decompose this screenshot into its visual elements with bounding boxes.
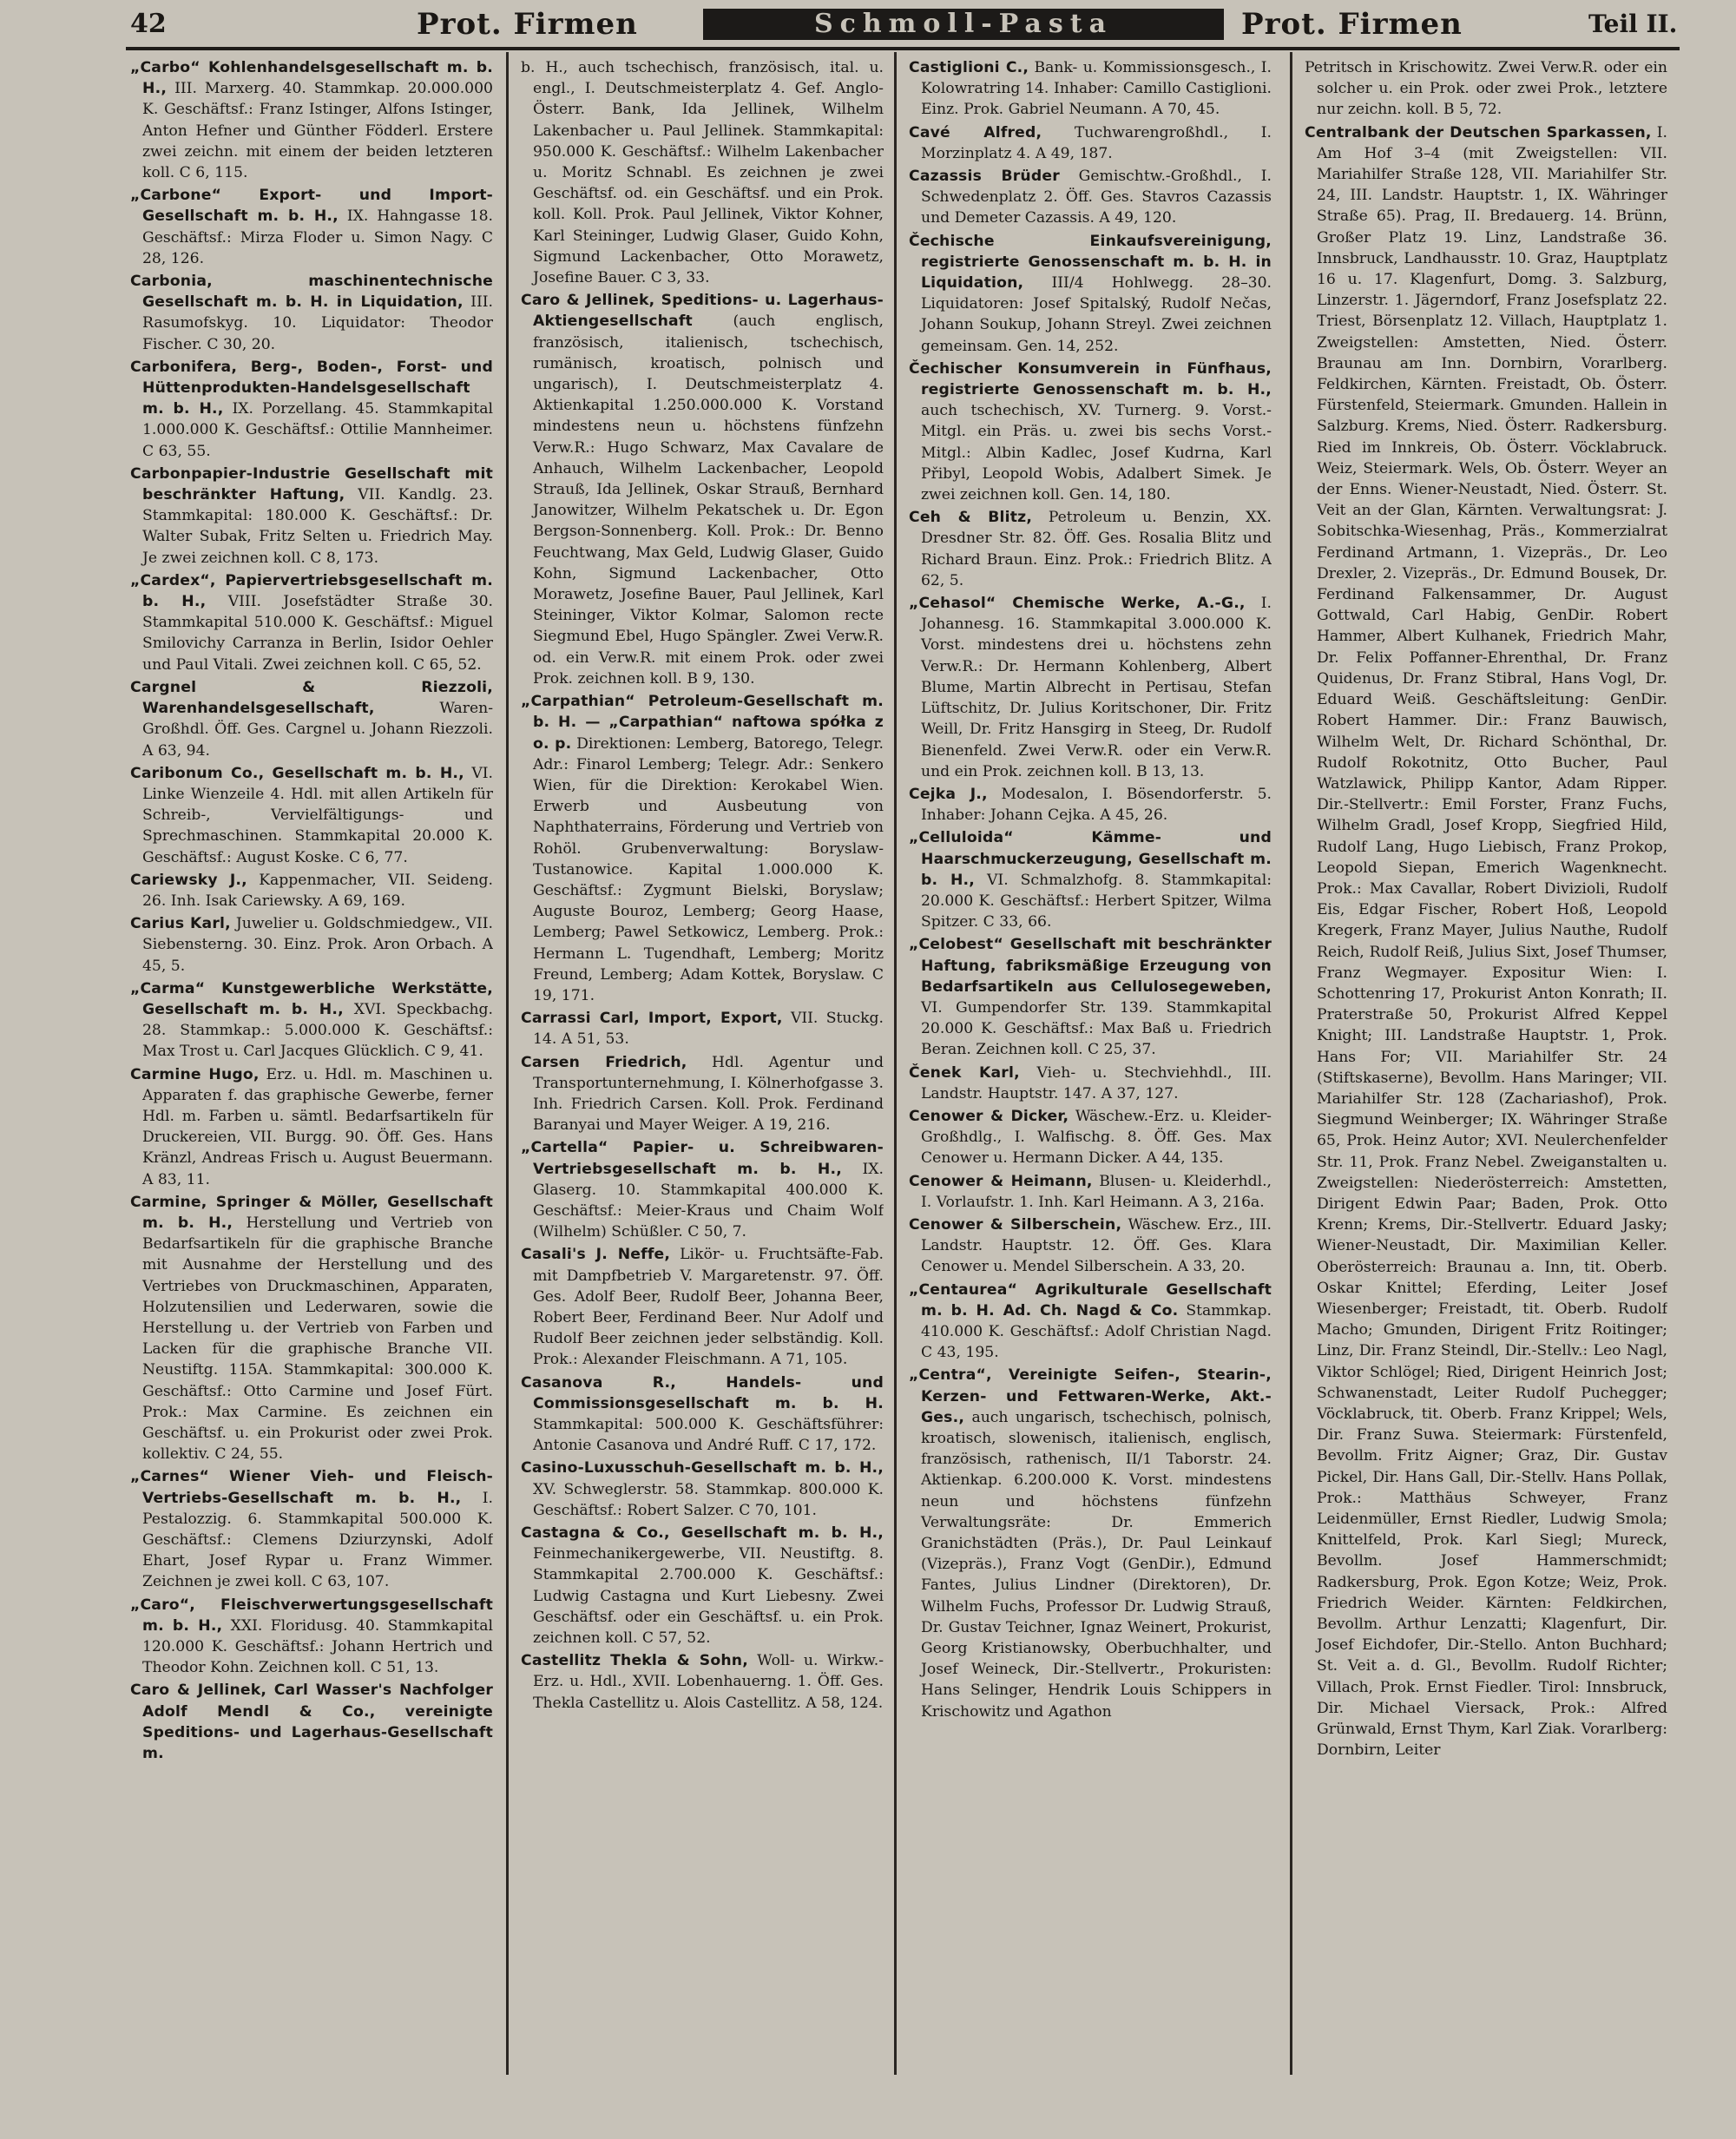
firm-details: III. Marxerg. 40. Stammkap. 20.000.000 K. Geschäftsf.: Franz Istinger, Alfons Istinger, Anton Hefner und Günther Födderl. Erstere zwei zeichn. mit einem der beiden letzteren koll. C 6, 115. bbox=[142, 80, 493, 182]
column-divider bbox=[506, 52, 509, 2075]
firm-name: „Celluloida“ Kämme- und Haarschmuckerzeugung, Gesellschaft m. b. H., bbox=[909, 829, 1272, 889]
firm-details: IX. Hahngasse 18. Geschäftsf.: Mirza Floder u. Simon Nagy. C 28, 126. bbox=[142, 207, 493, 267]
firm-details: VI. Schmalzhofg. 8. Stammkapital: 20.000 K. Geschäftsf.: Herbert Spitzer, Wilma Spitzer. C 33, 66. bbox=[921, 871, 1272, 931]
firm-name: Casali's J. Neffe, bbox=[521, 1246, 671, 1264]
firm-details: Bank- u. Kommissionsgesch., I. Kolowratring 14. Inhaber: Camillo Castiglioni. Einz. Prok. Gabriel Neumann. A 70, 45. bbox=[921, 59, 1272, 119]
directory-entry bbox=[909, 1280, 1272, 1364]
firm-details: b. H., auch tschechisch, französisch, ital. u. engl., I. Deutschmeisterplatz 4. Gef. Anglo-Österr. Bank, Ida Jellinek, Wilhelm Lakenbacher u. Paul Jellinek. Stammkapital: 950.000 K. Geschäftsf.: Wilhelm Lakenbacher u. Moritz Schnabl. Es zeichnen je zwei Geschäftsf. od. ein Geschäftsf. und ein Prok. koll. Koll. Prok. Paul Jellinek, Viktor Kohner, Karl Steininger, Ludwig Glaser, Guido Kohn, Sigmund Lackenbacher, Otto Morawetz, Josefine Bauer. C 3, 33. bbox=[521, 59, 884, 287]
firm-details: Hdl. Agentur und Transportunternehmung, I. Kölnerhofgasse 3. Inh. Friedrich Carsen. Koll. Prok. Ferdinand Baranyai und Mayer Weiger. A 19, 216. bbox=[533, 1053, 884, 1135]
directory-entry bbox=[130, 1595, 493, 1679]
directory-entry bbox=[909, 507, 1272, 591]
directory-entry bbox=[521, 691, 884, 1006]
firm-name: Čenek Karl, bbox=[909, 1063, 1020, 1082]
running-title-left: Prot. Firmen bbox=[417, 7, 638, 42]
firm-name: Carsen Friedrich, bbox=[521, 1053, 687, 1071]
directory-entry bbox=[1305, 122, 1667, 1761]
directory-entry bbox=[909, 231, 1272, 357]
firm-name: Casino-Luxusschuh-Gesellschaft m. b. H., bbox=[521, 1459, 884, 1478]
directory-entry bbox=[909, 359, 1272, 505]
firm-name: Castellitz Thekla & Sohn, bbox=[521, 1652, 748, 1670]
directory-entry bbox=[521, 1458, 884, 1521]
directory-entry bbox=[909, 1106, 1272, 1169]
firm-name: „Carbone“ Export- und Import-Gesellschaft m. b. H., bbox=[130, 187, 493, 226]
firm-details: III. Rasumofskyg. 10. Liquidator: Theodor Fischer. C 30, 20. bbox=[142, 293, 493, 353]
directory-entry bbox=[130, 464, 493, 569]
column-divider bbox=[894, 52, 897, 2075]
directory-entry bbox=[521, 57, 884, 288]
directory-entry bbox=[909, 1063, 1272, 1104]
directory-entry bbox=[909, 784, 1272, 826]
banner-advertisement: Schmoll-Pasta bbox=[703, 9, 1224, 40]
firm-name: Cenower & Dicker, bbox=[909, 1107, 1069, 1125]
directory-entry bbox=[130, 570, 493, 675]
firm-name: Carmine Hugo, bbox=[130, 1065, 260, 1083]
directory-entry bbox=[909, 122, 1272, 164]
directory-entry bbox=[521, 290, 884, 689]
firm-details: I. Pestalozzig. 6. Stammkapital 500.000 K. Geschäftsf.: Clemens Dziurzynski, Adolf Ehart, Josef Rypar u. Franz Wimmer. Zeichnen je zwei koll. C 63, 107. bbox=[142, 1489, 493, 1591]
firm-name: Castiglioni C., bbox=[909, 59, 1029, 76]
text-column-4 bbox=[1305, 57, 1667, 2071]
firm-details: XVI. Speckbachg. 28. Stammkap.: 5.000.000 K. Geschäftsf.: Max Trost u. Carl Jacques Glücklich. C 9, 41. bbox=[142, 1000, 493, 1061]
firm-name: „Carma“ Kunstgewerbliche Werkstätte, Gesellschaft m. b. H., bbox=[130, 979, 493, 1018]
firm-details: VI. Gumpendorfer Str. 139. Stammkapital 20.000 K. Geschäftsf.: Max Baß u. Friedrich Beran. Zeichnen koll. C 25, 37. bbox=[921, 998, 1272, 1059]
firm-name: Ceh & Blitz, bbox=[909, 509, 1033, 527]
firm-name: Cavé Alfred, bbox=[909, 123, 1042, 142]
firm-name: Caribonum Co., Gesellschaft m. b. H., bbox=[130, 764, 464, 782]
directory-entry bbox=[130, 57, 493, 183]
firm-details: Gemischtw.-Großhdl., I. Schwedenplatz 2. Öff. Ges. Stavros Cazassis und Demeter Cazassis. A 49, 120. bbox=[921, 168, 1272, 227]
firm-details: VII. Stuckg. 14. A 51, 53. bbox=[533, 1010, 884, 1049]
firm-details: Petroleum u. Benzin, XX. Dresdner Str. 82. Öff. Ges. Rosalia Blitz und Richard Braun. Einz. Prok.: Friedrich Blitz. A 62, 5. bbox=[921, 509, 1272, 589]
directory-entry bbox=[521, 1137, 884, 1242]
firm-details: XXI. Floridusg. 40. Stammkapital 120.000 K. Geschäftsf.: Johann Hertrich und Theodor Kohn. Zeichnen koll. C 51, 13. bbox=[142, 1616, 493, 1677]
firm-details: Likör- u. Fruchtsäfte-Fab. mit Dampfbetrieb V. Margaretenstr. 97. Öff. Ges. Adolf Beer, Rudolf Beer, Johanna Beer, Robert Beer, Ferdinand Beer. Nur Adolf und Rudolf Beer zeichnen jeder selbständig. Koll. Prok.: Alexander Fleischmann. A 71, 105. bbox=[533, 1246, 884, 1369]
firm-details: Blusen- u. Kleiderhdl., I. Vorlaufstr. 1. Inh. Karl Heimann. A 3, 216a. bbox=[921, 1172, 1272, 1211]
text-column-3 bbox=[909, 57, 1272, 2071]
firm-name: „Carnes“ Wiener Vieh- und Fleisch-Vertriebs-Gesellschaft m. b. H., bbox=[130, 1468, 493, 1507]
directory-entry bbox=[130, 1466, 493, 1592]
directory-entry bbox=[130, 1064, 493, 1190]
firm-name: Caro & Jellinek, Carl Wasser's Nachfolger Adolf Mendl & Co., vereinigte Speditions- und Lagerhaus-Gesellschaft m. bbox=[130, 1682, 493, 1763]
firm-details: Vieh- u. Stechviehhdl., III. Landstr. Hauptstr. 147. A 37, 127. bbox=[921, 1063, 1272, 1102]
directory-entry bbox=[909, 57, 1272, 121]
text-column-1 bbox=[130, 57, 493, 2071]
firm-name: Čechische Einkaufsvereinigung, registrierte Genossenschaft m. b. H. in Liquidation, bbox=[909, 232, 1272, 293]
firm-details: Stammkapital: 500.000 K. Geschäftsführer: Antonie Casanova und André Ruff. C 17, 172. bbox=[533, 1416, 884, 1455]
directory-entry bbox=[130, 1192, 493, 1465]
directory-entry bbox=[130, 763, 493, 868]
page-number: 42 bbox=[130, 9, 167, 39]
firm-name: Carbonia, maschinentechnische Gesellschaft m. b. H. in Liquidation, bbox=[130, 273, 493, 312]
firm-details: VIII. Josefstädter Straße 30. Stammkapital 510.000 K. Geschäftsf.: Miguel Smilovichy Carranza in Berlin, Isidor Oehler und Paul Vitali. Zwei zeichnen koll. C 65, 52. bbox=[142, 593, 493, 674]
directory-entry bbox=[521, 1650, 884, 1714]
page-header bbox=[122, 7, 1684, 42]
firm-name: Carmine, Springer & Möller, Gesellschaft m. b. H., bbox=[130, 1193, 493, 1232]
firm-details: I. Johannesg. 16. Stammkapital 3.000.000 K. Vorst. mindestens drei u. höchstens zehn Verw.R.: Dr. Hermann Kohlenberg, Albert Blume, Martin Albrecht in Pertisau, Stefan Lüftschitz, Dr. Julius Koritschoner, Dir. Fritz Weill, Dr. Fritz Hansgirg in Steeg, Dr. Rudolf Bienenfeld. Zwei Verw.R. oder ein Verw.R. und ein Prok. zeichnen koll. B 13, 13. bbox=[921, 595, 1272, 780]
firm-details: Petritsch in Krischowitz. Zwei Verw.R. oder ein solcher u. ein Prok. oder zwei Prok., letztere nur zeichn. koll. B 5, 72. bbox=[1305, 59, 1667, 119]
directory-entry bbox=[1305, 57, 1667, 121]
firm-details: XV. Schweglerstr. 58. Stammkap. 800.000 K. Geschäftsf.: Robert Salzer. C 70, 101. bbox=[533, 1480, 884, 1519]
firm-details: Woll- u. Wirkw.-Erz. u. Hdl., XVII. Lobenhauerng. 1. Öff. Ges. Thekla Castellitz u. Alois Castellitz. A 58, 124. bbox=[533, 1652, 884, 1712]
firm-name: „Centra“, Vereinigte Seifen-, Stearin-, Kerzen- und Fettwaren-Werke, Akt.-Ges., bbox=[909, 1366, 1272, 1426]
directory-entry bbox=[909, 1171, 1272, 1213]
directory-entry bbox=[130, 185, 493, 269]
firm-details: IX. Glaserg. 10. Stammkapital 400.000 K. Geschäftsf.: Meier-Kraus und Chaim Wolf (Wilhelm) Schüßler. C 50, 7. bbox=[533, 1160, 884, 1241]
firm-name: Carbonpapier-Industrie Gesellschaft mit beschränkter Haftung, bbox=[130, 464, 493, 504]
firm-details: Direktionen: Lemberg, Batorego, Telegr. Adr.: Finarol Lemberg; Telegr. Adr.: Senkero Wien, für die Direktion: Kerokabel Wien. Erwerb und Ausbeutung von Naphthaterrains, Förderung und Vertrieb von Rohöl. Grubenverwaltung: Boryslaw-Tustanowice. Kapital 1.000.000 K. Geschäftsf.: Zygmunt Bielski, Boryslaw; Auguste Bouroz, Lemberg; Georg Haase, Lemberg; Pawel Setkowicz, Lemberg. Prok.: Hermann L. Tugendhaft, Lemberg; Moritz Freund, Lemberg; Adam Kottek, Boryslaw. C 19, 171. bbox=[533, 734, 884, 1004]
firm-name: Cejka J., bbox=[909, 785, 988, 803]
firm-details: Tuchwarengroßhdl., I. Morzinplatz 4. A 49, 187. bbox=[921, 123, 1272, 162]
directory-entry bbox=[521, 1052, 884, 1136]
running-title-right: Prot. Firmen bbox=[1241, 7, 1463, 42]
firm-details: auch ungarisch, tschechisch, polnisch, kroatisch, slowenisch, italienisch, englisch, französisch, rathenisch, II/1 Taborstr. 24. Aktienkap. 6.200.000 K. Vorst. mindestens neun und höchstens fünfzehn Verwaltungsräte: Dr. Emmerich Granichstädten (Präs.), Dr. Paul Leinkauf (Vizepräs.), Franz Vogt (GenDir.), Edmund Fantes, Julius Lindner (Direktoren), Dr. Wilhelm Fuchs, Professor Dr. Ludwig Strauß, Dr. Gustav Teichner, Ignaz Weinert, Prokurist, Georg Kristianowsky, Oberbuchhalter, und Josef Weineck, Dir.-Stellvertr., Prokuristen: Hans Selinger, Hendrik Louis Schippers in Krischowitz und Agathon bbox=[921, 1408, 1272, 1721]
firm-details: Wäschew.-Erz. u. Kleider-Großhdlg., I. Walfischg. 8. Öff. Ges. Max Cenower u. Hermann Dicker. A 44, 135. bbox=[921, 1107, 1272, 1168]
firm-name: Cariewsky J., bbox=[130, 871, 247, 889]
firm-name: Carius Karl, bbox=[130, 915, 231, 933]
directory-entry bbox=[521, 1523, 884, 1649]
firm-name: Cenower & Silberschein, bbox=[909, 1215, 1122, 1234]
directory-entry bbox=[909, 593, 1272, 782]
firm-name: Cargnel & Riezzoli, Warenhandelsgesellschaft, bbox=[130, 678, 493, 718]
firm-name: „Centaurea“ Agrikulturale Gesellschaft m. b. H. Ad. Ch. Nagd & Co. bbox=[909, 1280, 1272, 1320]
firm-name: „Cartella“ Papier- u. Schreibwaren-Vertriebsgesellschaft m. b. H., bbox=[521, 1139, 884, 1178]
firm-details: IX. Porzellang. 45. Stammkapital 1.000.000 K. Geschäftsf.: Ottilie Mannheimer. C 63, 55. bbox=[142, 400, 493, 460]
firm-name: Castagna & Co., Gesellschaft m. b. H., bbox=[521, 1524, 884, 1543]
directory-entry bbox=[130, 978, 493, 1063]
firm-name: „Carbo“ Kohlenhandelsgesellschaft m. b. H., bbox=[130, 59, 493, 98]
directory-entry bbox=[521, 1244, 884, 1370]
firm-name: „Cardex“, Papiervertriebsgesellschaft m. b. H., bbox=[130, 571, 493, 611]
directory-entry bbox=[521, 1008, 884, 1050]
firm-details: Juwelier u. Goldschmiedgew., VII. Siebensterng. 30. Einz. Prok. Aron Orbach. A 45, 5. bbox=[142, 915, 493, 975]
directory-entry bbox=[130, 913, 493, 977]
directory-entry bbox=[909, 1365, 1272, 1721]
firm-details: Herstellung und Vertrieb von Bedarfsartikeln für die graphische Branche mit Ausnahme der Herstellung und des Vertriebes von Druckmaschinen, Apparaten, Holzutensilien und Lederwaren, sowie die Herstellung u. der Vertrieb von Farben und Lacken für die graphische Branche VII. Neustiftg. 115A. Stammkapital: 300.000 K. Geschäftsf.: Otto Carmine und Josef Fürt. Prok.: Max Carmine. Es zeichnen ein Geschäftsf. u. ein Prokurist oder zwei Prok. kollektiv. C 24, 55. bbox=[142, 1214, 493, 1464]
firm-name: Čechischer Konsumverein in Fünfhaus, registrierte Genossenschaft m. b. H., bbox=[909, 359, 1272, 399]
firm-details: Wäschew. Erz., III. Landstr. Hauptstr. 12. Öff. Ges. Klara Cenower u. Mendel Silberschein. A 33, 20. bbox=[921, 1215, 1272, 1276]
directory-entry bbox=[130, 677, 493, 761]
firm-details: Feinmechanikergewerbe, VII. Neustiftg. 8. Stammkapital 2.700.000 K. Geschäftsf.: Ludwig Castagna und Kurt Liebesny. Zwei Geschäftsf. oder ein Geschäftsf. u. ein Prok. zeichnen koll. C 57, 52. bbox=[533, 1545, 884, 1648]
header-rule bbox=[126, 47, 1680, 50]
firm-name: Carbonifera, Berg-, Boden-, Forst- und Hüttenprodukten-Handelsgesellschaft m. b. H., bbox=[130, 358, 493, 418]
firm-name: Carrassi Carl, Import, Export, bbox=[521, 1010, 783, 1028]
directory-entry bbox=[909, 827, 1272, 932]
firm-name: „Celobest“ Gesellschaft mit beschränkter Haftung, fabriksmäßige Erzeugung von Bedarfsartikeln aus Cellulosegeweben, bbox=[909, 936, 1272, 996]
firm-name: Cenower & Heimann, bbox=[909, 1172, 1093, 1190]
firm-details: Erz. u. Hdl. m. Maschinen u. Apparaten f. das graphische Gewerbe, ferner Hdl. m. Farben u. sämtl. Bedarfsartikeln für Druckereien, VII. Burgg. 90. Öff. Ges. Hans Kränzl, Andreas Frisch u. August Beuermann. A 83, 11. bbox=[142, 1065, 493, 1188]
firm-details: I. Am Hof 3–4 (mit Zweigstellen: VII. Mariahilfer Straße 128, VII. Mariahilfer Str. 24, III. Landstr. Hauptstr. 1, IX. Währinger Straße 65). Prag, II. Bredauerg. 14. Brünn, Großer Platz 19. Linz, Landstraße 36. Innsbruck, Landhausstr. 10. Graz, Hauptplatz 16 u. 17. Klagenfurt, Domg. 3. Salzburg, Linzerstr. 1. Jägerndorf, Franz Josefsplatz 22. Triest, Börsenplatz 12. Villach, Hauptplatz 1. Zweigstellen: Amstetten, Nied. Österr. Braunau am Inn. Dornbirn, Vorarlberg. Feldkirchen, Kärnten. Freistadt, Ob. Österr. Fürstenfeld, Steiermark. Gmunden. Hallein in Salzburg. Krems, Nied. Österr. Radkersburg. Ried im Innkreis, Ob. Österr. Vöcklabruck. Weiz, Steiermark. Wels, Ob. Österr. Weyer an der Enns. Wiener-Neustadt, Nied. Österr. St. Veit an der Glan, Kärnten. Verwaltungsrat: J. Sobitschka-Wiesenhag, Präs., Kommerzialrat Ferdinand Artmann, 1. Vizepräs., Dr. Leo Drexler, 2. Vizepräs., Dr. Edmund Bousek, Dr. Ferdinand Falkensammer, Dr. August Gottwald, Carl Habig, GenDir. Robert Hammer, Albert Kulhanek, Friedrich Mahr, Dr. Felix Poffanner-Ehrenthal, Dr. Franz Quidenus, Dr. Franz Stibral, Hans Vogl, Dr. Eduard Weiß. Geschäftsleitung: GenDir. Robert Hammer. Dir.: Franz Bauwisch, Wilhelm Welt, Dr. Richard Schönthal, Dr. Rudolf Rokotnitz, Otto Bucher, Paul Watzlawick, Philipp Kantor, Adam Ripper. Dir.-Stellvertr.: Emil Forster, Franz Fuchs, Wilhelm Gradl, Josef Kropp, Siegfried Hild, Rudolf Lang, Hugo Liebisch, Franz Prokop, Leopold Siepan, Emerich Wagenknecht. Prok.: Max Cavallar, Robert Divizioli, Rudolf Eis, Edgar Fischer, Robert Hoß, Leopold Kregerk, Franz Mayer, Julius Nauthe, Rudolf Reich, Rudolf Reiß, Julius Sixt, Josef Thumser, Franz Wegmayer. Expositur Wien: I. Schottenring 17, Prokurist Anton Konrath; II. Praterstraße 50, Prokurist Alfred Keppel Knight; III. Landstraße Hauptstr. 1, Prok. Hans For; VII. Mariahilfer Str. 24 (Stiftskaserne), Bevollm. Hans Maringer; VII. Mariahilfer Str. 128 (Zachariashof), Prok. Siegmund Weinberger; IX. Währinger Straße 65, Prok. Heinz Autor; XVI. Neulerchenfelder Str. 11, Prok. Franz Nebel. Zweiganstalten u. Zweigstellen: Niederösterreich: Amstetten, Dirigent Edwin Paar; Baden, Prok. Otto Krenn; Krems, Dir.-Stellvertr. Eduard Jasky; Wiener-Neustadt, Dir. Maximilian Keller. Oberösterreich: Braunau a. Inn, tit. Oberb. Oskar Knittel; Eferding, Leiter Josef Wiesenberger; Freistadt, tit. Oberb. Rudolf Macho; Gmunden, Dirigent Fritz Roitinger; Linz, Dir. Franz Steindl, Dir.-Stellv.: Leo Nagl, Viktor Schlögel; Ried, Dirigent Heinrich Jost; Schwanenstadt, Leiter Rudolf Puchegger; Vöcklabruck, tit. Oberb. Franz Krippel; Wels, Dir. Franz Suwa. Steiermark: Fürstenfeld, Bevollm. Fritz Aigner; Graz, Dir. Gustav Pickel, Dir. Hans Gall, Dir.-Stellv. Hans Pollak, Prok.: Matthäus Schweyer, Franz Leidenmüller, Ernst Riedler, Ludwig Smola; Knittelfeld, Prok. Karl Siegl; Mureck, Bevollm. Josef Hammerschmidt; Radkersburg, Prok. Egon Kotze; Weiz, Prok. Friedrich Weider. Kärnten: Feldkirchen, Bevollm. Arthur Lenzatti; Klagenfurt, Dir. Josef Eichdofer, Dir.-Stello. Anton Buchhard; St. Veit a. d. Gl., Bevollm. Rudolf Richter; Villach, Prok. Ernst Fiedler. Tirol: Innsbruck, Dir. Michael Viersack, Prok.: Alfred Grünwald, Ernst Thym, Karl Ziak. Vorarlberg: Dornbirn, Leiter bbox=[1317, 123, 1667, 1760]
firm-details: VII. Kandlg. 23. Stammkapital: 180.000 K. Geschäftsf.: Dr. Walter Subak, Fritz Selten u. Friedrich May. Je zwei zeichnen koll. C 8, 173. bbox=[142, 486, 493, 567]
firm-details: auch tschechisch, XV. Turnerg. 9. Vorst.-Mitgl. ein Präs. u. zwei bis sechs Vorst.-Mitgl.: Albin Kadlec, Josef Kudrna, Karl Přibyl, Leopold Wobis, Adalbert Simek. Je zwei zeichnen koll. Gen. 14, 180. bbox=[921, 402, 1272, 504]
directory-entry bbox=[130, 357, 493, 462]
firm-details: Stammkap. 410.000 K. Geschäftsf.: Adolf Christian Nagd. C 43, 195. bbox=[921, 1301, 1272, 1362]
directory-entry bbox=[909, 1214, 1272, 1278]
firm-name: Caro & Jellinek, Speditions- u. Lagerhaus-Aktiengesellschaft bbox=[521, 292, 884, 331]
directory-entry bbox=[130, 870, 493, 912]
column-divider bbox=[1290, 52, 1292, 2075]
firm-name: „Carpathian“ Petroleum-Gesellschaft m. b. H. — „Carpathian“ naftowa spółka z o. p. bbox=[521, 693, 884, 753]
part-label: Teil II. bbox=[1588, 10, 1678, 38]
firm-details: Modesalon, I. Bösendorferstr. 5. Inhaber: Johann Cejka. A 45, 26. bbox=[921, 785, 1272, 825]
firm-name: „Cehasol“ Chemische Werke, A.-G., bbox=[909, 595, 1246, 613]
firm-details: III/4 Hohlwegg. 28–30. Liquidatoren: Josef Spitalský, Rudolf Nečas, Johann Soukup, Johann Streyl. Zwei zeichnen gemeinsam. Gen. 14, 252. bbox=[921, 274, 1272, 355]
directory-entry bbox=[521, 1372, 884, 1457]
firm-details: (auch englisch, französisch, italienisch, tschechisch, rumänisch, kroatisch, polnisch und ungarisch), I. Deutschmeisterplatz 4. Aktienkapital 1.250.000.000 K. Vorstand mindestens neun u. höchstens fünfzehn Verw.R.: Hugo Schwarz, Max Cavalare de Anhauch, Wilhelm Lackenbacher, Leopold Strauß, Ida Jellinek, Oskar Strauß, Bernhard Janowitzer, Wilhelm Pekatschek u. Dr. Egon Bergson-Sonnenberg. Koll. Prok.: Dr. Benno Feuchtwang, Max Geld, Ludwig Glaser, Guido Kohn, Sigmund Lackenbacher, Otto Morawetz, Josefine Bauer, Paul Jellinek, Karl Steininger, Viktor Kolmar, Salomon recte Siegmund Ebel, Hugo Spängler. Zwei Verw.R. od. ein Verw.R. mit einem Prok. oder zwei Prok. zeichnen koll. B 9, 130. bbox=[533, 313, 884, 688]
text-column-2 bbox=[521, 57, 884, 2071]
firm-name: „Caro“, Fleischverwertungsgesellschaft m. b. H., bbox=[130, 1596, 493, 1635]
firm-name: Cazassis Brüder bbox=[909, 168, 1060, 186]
firm-name: Centralbank der Deutschen Sparkassen, bbox=[1305, 123, 1652, 142]
firm-details: Waren-Großhdl. Öff. Ges. Cargnel u. Johann Riezzoli. A 63, 94. bbox=[142, 700, 493, 760]
firm-details: Kappenmacher, VII. Seideng. 26. Inh. Isak Cariewsky. A 69, 169. bbox=[142, 871, 493, 910]
directory-entry bbox=[909, 934, 1272, 1060]
firm-name: Casanova R., Handels- und Commissionsgesellschaft m. b. H. bbox=[521, 1373, 884, 1412]
directory-entry bbox=[130, 271, 493, 355]
directory-entry bbox=[130, 1680, 493, 1764]
firm-details: VI. Linke Wienzeile 4. Hdl. mit allen Artikeln für Schreib-, Vervielfältigungs- und Sprechmaschinen. Stammkapital 20.000 K. Geschäftsf.: August Koske. C 6, 77. bbox=[142, 764, 493, 866]
directory-entry bbox=[909, 166, 1272, 229]
